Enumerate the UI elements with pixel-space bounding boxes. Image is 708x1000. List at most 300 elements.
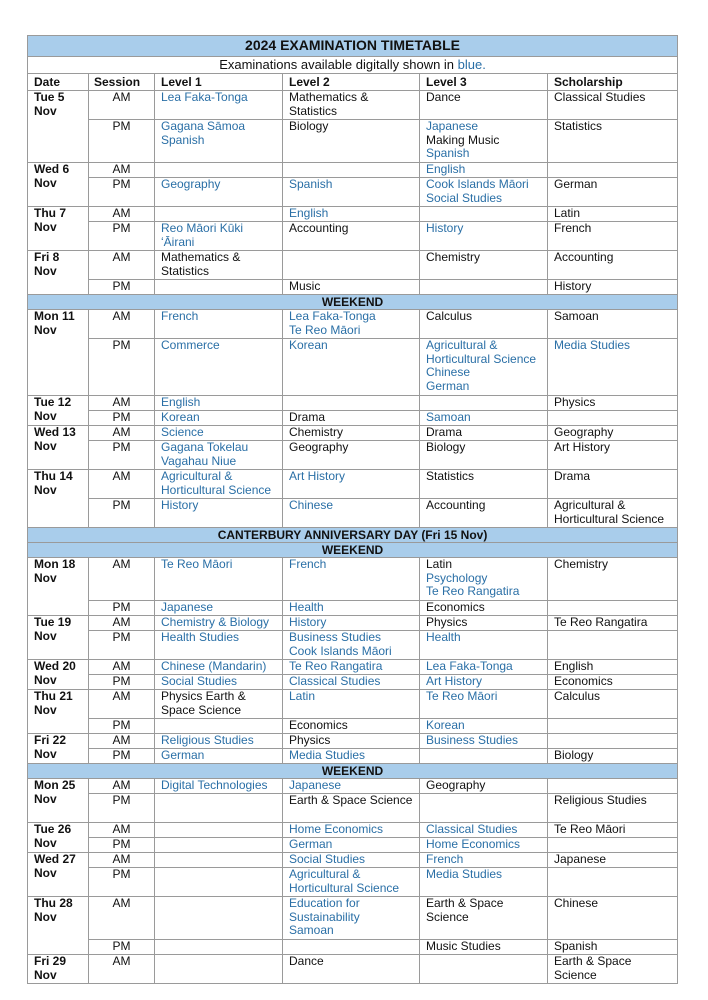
date-cell: Thu 21 Nov xyxy=(28,690,89,734)
scholarship-cell xyxy=(548,675,678,690)
level-3-cell xyxy=(420,163,548,178)
table-row xyxy=(28,823,678,838)
scholarship-cell xyxy=(548,310,678,339)
level-1-cell xyxy=(155,558,283,601)
table-row xyxy=(28,631,678,660)
subject-digital: Classical Studies xyxy=(289,674,381,688)
title-row xyxy=(28,36,678,57)
subject: Agricultural & Horticultural Science xyxy=(554,498,665,526)
subject: Biology xyxy=(554,748,594,762)
table-row xyxy=(28,558,678,601)
subject: German xyxy=(554,177,598,191)
subject-digital: Media Studies xyxy=(426,867,503,881)
date-cell: Mon 25 Nov xyxy=(28,779,89,823)
date-cell: Fri 8 Nov xyxy=(28,251,89,295)
level-1-cell xyxy=(155,411,283,426)
session-cell: PM xyxy=(89,120,155,163)
subject-digital: Digital Technologies xyxy=(161,778,268,792)
subject-digital: Chinese xyxy=(426,365,471,380)
session-cell: AM xyxy=(89,779,155,794)
table-row xyxy=(28,411,678,426)
session-cell: PM xyxy=(89,838,155,853)
level-3-cell xyxy=(420,868,548,897)
subject: Physics Earth & Space Science xyxy=(161,689,246,717)
subject: History xyxy=(554,279,592,293)
level-3-cell xyxy=(420,251,548,280)
date-cell: Tue 5 Nov xyxy=(28,91,89,163)
level-2-cell xyxy=(283,853,420,868)
subject: Drama xyxy=(289,410,326,424)
level-1-cell xyxy=(155,734,283,749)
header-level-3: Level 3 xyxy=(420,74,548,91)
level-3-cell xyxy=(420,310,548,339)
scholarship-cell xyxy=(548,91,678,120)
subject: Earth & Space Science xyxy=(289,793,413,807)
level-3-cell xyxy=(420,280,548,295)
table-row xyxy=(28,178,678,207)
subject-digital: French xyxy=(426,852,464,866)
scholarship-cell xyxy=(548,470,678,499)
session-cell: PM xyxy=(89,222,155,251)
table-row xyxy=(28,779,678,794)
level-1-cell xyxy=(155,779,283,794)
timetable-title: 2024 EXAMINATION TIMETABLE xyxy=(28,36,678,57)
subject: Geography xyxy=(554,425,614,439)
level-1-cell xyxy=(155,207,283,222)
level-3-cell xyxy=(420,470,548,499)
table-row xyxy=(28,251,678,280)
subject-digital: Social Studies xyxy=(161,674,238,688)
scholarship-cell xyxy=(548,426,678,441)
session-cell: PM xyxy=(89,719,155,734)
subject-digital: Art History xyxy=(426,674,483,688)
scholarship-cell xyxy=(548,734,678,749)
level-3-cell xyxy=(420,631,548,660)
level-2-cell xyxy=(283,823,420,838)
level-1-cell xyxy=(155,91,283,120)
session-cell: AM xyxy=(89,690,155,719)
subject: Accounting xyxy=(426,498,486,512)
subject-digital: Chemistry & Biology xyxy=(161,615,270,629)
subject-digital: German xyxy=(161,748,205,762)
subject-digital: Health xyxy=(289,600,324,614)
subject-digital: Japanese xyxy=(161,600,214,614)
band-label: WEEKEND xyxy=(28,764,678,779)
subject-digital: Vagahau Niue xyxy=(161,453,237,468)
level-2-cell xyxy=(283,601,420,616)
level-2-cell xyxy=(283,310,420,339)
band-row xyxy=(28,528,678,543)
date-cell: Tue 12 Nov xyxy=(28,396,89,426)
band-row xyxy=(28,764,678,779)
subject: Dance xyxy=(289,954,324,968)
table-row xyxy=(28,470,678,499)
table-row xyxy=(28,616,678,631)
date-cell: Wed 20 Nov xyxy=(28,660,89,690)
level-3-cell xyxy=(420,690,548,719)
scholarship-cell xyxy=(548,178,678,207)
table-row xyxy=(28,749,678,764)
subject-digital: Health Studies xyxy=(161,630,240,644)
date-cell: Mon 18 Nov xyxy=(28,558,89,616)
date-cell: Mon 11 Nov xyxy=(28,310,89,396)
subject-digital: Home Economics xyxy=(426,837,521,851)
subject-digital: English xyxy=(426,162,466,176)
subject: Geography xyxy=(426,778,486,792)
subject-digital: English xyxy=(289,206,329,220)
subject-digital: French xyxy=(161,309,199,323)
subject-digital: Te Reo Māori xyxy=(289,322,361,337)
subject-digital: Lea Faka-Tonga xyxy=(161,90,248,104)
subject: Statistics xyxy=(554,119,603,133)
level-1-cell xyxy=(155,310,283,339)
subject: Religious Studies xyxy=(554,793,647,807)
subject-digital: Gagana Tokelau xyxy=(161,440,249,454)
session-cell: AM xyxy=(89,558,155,601)
subject: Statistics xyxy=(426,469,475,483)
table-row xyxy=(28,734,678,749)
level-2-cell xyxy=(283,734,420,749)
subject-digital: Latin xyxy=(289,689,316,703)
table-row xyxy=(28,120,678,163)
header-session: Session xyxy=(89,74,155,91)
scholarship-cell xyxy=(548,339,678,396)
subject-digital: Spanish xyxy=(426,146,470,161)
subject-digital: Classical Studies xyxy=(426,822,518,836)
table-row xyxy=(28,339,678,396)
level-3-cell xyxy=(420,616,548,631)
subject-digital: Religious Studies xyxy=(161,733,254,747)
table-row xyxy=(28,940,678,955)
level-2-cell xyxy=(283,690,420,719)
date-cell: Fri 29 Nov xyxy=(28,955,89,984)
level-2-cell xyxy=(283,868,420,897)
subject-digital: Health xyxy=(426,630,461,644)
date-cell: Fri 22 Nov xyxy=(28,734,89,764)
band-row xyxy=(28,543,678,558)
subject-digital: Media Studies xyxy=(289,748,366,762)
band-label: CANTERBURY ANNIVERSARY DAY (Fri 15 Nov) xyxy=(28,528,678,543)
session-cell: AM xyxy=(89,207,155,222)
level-3-cell xyxy=(420,779,548,794)
level-3-cell xyxy=(420,823,548,838)
date-cell: Wed 13 Nov xyxy=(28,426,89,470)
subject-digital: Art History xyxy=(289,469,346,483)
subject-digital: Spanish xyxy=(161,132,205,147)
subject: Chinese xyxy=(554,896,599,910)
subject-digital: German xyxy=(426,378,470,393)
level-3-cell xyxy=(420,426,548,441)
level-3-cell xyxy=(420,719,548,734)
level-3-cell xyxy=(420,794,548,823)
level-3-cell xyxy=(420,499,548,528)
level-3-cell xyxy=(420,749,548,764)
subject-digital: Commerce xyxy=(161,338,220,352)
header-scholarship: Scholarship xyxy=(548,74,678,91)
subject: Calculus xyxy=(426,309,473,323)
table-row xyxy=(28,222,678,251)
subject: Mathematics & Statistics xyxy=(161,250,241,278)
level-2-cell xyxy=(283,675,420,690)
scholarship-cell xyxy=(548,719,678,734)
level-2-cell xyxy=(283,178,420,207)
session-cell: PM xyxy=(89,339,155,396)
subject: English xyxy=(554,659,594,673)
session-cell: AM xyxy=(89,91,155,120)
level-2-cell xyxy=(283,207,420,222)
session-cell: PM xyxy=(89,749,155,764)
subject-digital: Te Reo Māori xyxy=(426,689,498,703)
level-1-cell xyxy=(155,601,283,616)
session-cell: AM xyxy=(89,251,155,280)
level-2-cell xyxy=(283,616,420,631)
level-1-cell xyxy=(155,120,283,163)
session-cell: PM xyxy=(89,280,155,295)
session-cell: AM xyxy=(89,163,155,178)
subject-digital: History xyxy=(426,221,464,235)
level-1-cell xyxy=(155,396,283,411)
subject-digital: Te Reo Rangatira xyxy=(426,584,520,599)
subject: Economics xyxy=(426,600,485,614)
subject: Earth & Space Science xyxy=(426,896,504,924)
scholarship-cell xyxy=(548,616,678,631)
table-row xyxy=(28,794,678,823)
subject-digital: Business Studies xyxy=(289,630,382,644)
table-row xyxy=(28,719,678,734)
level-2-cell xyxy=(283,426,420,441)
subtitle xyxy=(28,57,678,74)
subject-digital: Reo Māori Kūki ʻĀirani xyxy=(161,221,244,249)
subject: Mathematics & Statistics xyxy=(289,90,369,118)
subject-digital: Psychology xyxy=(426,570,488,585)
level-1-cell xyxy=(155,222,283,251)
level-1-cell xyxy=(155,163,283,178)
table-row xyxy=(28,426,678,441)
subject: Art History xyxy=(554,440,611,454)
subject: Music Studies xyxy=(426,939,501,953)
subject-digital: Agricultural & Horticultural Science xyxy=(161,469,272,497)
session-cell: AM xyxy=(89,660,155,675)
subject: Latin xyxy=(426,557,453,571)
scholarship-cell xyxy=(548,222,678,251)
level-3-cell xyxy=(420,940,548,955)
date-cell: Tue 19 Nov xyxy=(28,616,89,660)
session-cell: PM xyxy=(89,441,155,470)
level-2-cell xyxy=(283,441,420,470)
scholarship-cell xyxy=(548,794,678,823)
level-3-cell xyxy=(420,558,548,601)
level-1-cell xyxy=(155,794,283,823)
header-row xyxy=(28,74,678,91)
level-2-cell xyxy=(283,499,420,528)
subject-digital: Agricultural & Horticultural Science xyxy=(426,338,537,366)
subject-digital: Education for Sustainability xyxy=(289,896,360,924)
level-3-cell xyxy=(420,897,548,940)
table-row xyxy=(28,601,678,616)
subject-digital: Gagana Sāmoa xyxy=(161,119,246,133)
band-label: WEEKEND xyxy=(28,295,678,310)
subject: Making Music xyxy=(426,132,500,147)
subject: Chemistry xyxy=(426,250,481,264)
level-2-cell xyxy=(283,660,420,675)
level-2-cell xyxy=(283,396,420,411)
table-row xyxy=(28,441,678,470)
subject: Chemistry xyxy=(289,425,344,439)
subject: Chemistry xyxy=(554,557,609,571)
session-cell: PM xyxy=(89,675,155,690)
session-cell: PM xyxy=(89,601,155,616)
subject-digital: Media Studies xyxy=(554,338,631,352)
date-cell: Wed 6 Nov xyxy=(28,163,89,207)
level-1-cell xyxy=(155,823,283,838)
subject-digital: Cook Islands Māori xyxy=(289,643,392,658)
session-cell: PM xyxy=(89,631,155,660)
level-3-cell xyxy=(420,660,548,675)
subject: Te Reo Rangatira xyxy=(554,615,648,629)
level-1-cell xyxy=(155,631,283,660)
subject-digital: Japanese xyxy=(426,119,479,133)
subtitle-blue-text: blue. xyxy=(457,57,486,72)
level-1-cell xyxy=(155,499,283,528)
level-3-cell xyxy=(420,222,548,251)
level-3-cell xyxy=(420,411,548,426)
table-row xyxy=(28,499,678,528)
level-2-cell xyxy=(283,470,420,499)
subject: Drama xyxy=(426,425,463,439)
session-cell: PM xyxy=(89,794,155,823)
level-2-cell xyxy=(283,120,420,163)
level-1-cell xyxy=(155,838,283,853)
subject-digital: Korean xyxy=(161,410,200,424)
session-cell: PM xyxy=(89,411,155,426)
subject: Economics xyxy=(554,674,613,688)
level-3-cell xyxy=(420,396,548,411)
level-2-cell xyxy=(283,339,420,396)
level-1-cell xyxy=(155,868,283,897)
subject-digital: Lea Faka-Tonga xyxy=(289,309,376,323)
scholarship-cell xyxy=(548,441,678,470)
level-1-cell xyxy=(155,690,283,719)
date-cell: Wed 27 Nov xyxy=(28,853,89,897)
session-cell: PM xyxy=(89,940,155,955)
level-1-cell xyxy=(155,616,283,631)
scholarship-cell xyxy=(548,897,678,940)
session-cell: AM xyxy=(89,823,155,838)
scholarship-cell xyxy=(548,749,678,764)
timetable-page xyxy=(27,35,677,984)
table-row xyxy=(28,396,678,411)
subject-digital: Japanese xyxy=(289,778,342,792)
session-cell: PM xyxy=(89,499,155,528)
subject: Calculus xyxy=(554,689,601,703)
session-cell: PM xyxy=(89,868,155,897)
level-2-cell xyxy=(283,779,420,794)
subject-digital: Social Studies xyxy=(426,190,503,205)
subject-digital: Agricultural & Horticultural Science xyxy=(289,867,400,895)
subject-digital: Business Studies xyxy=(426,733,519,747)
session-cell: AM xyxy=(89,734,155,749)
date-cell: Thu 14 Nov xyxy=(28,470,89,528)
level-1-cell xyxy=(155,897,283,940)
subject-digital: Cook Islands Māori xyxy=(426,177,529,191)
level-3-cell xyxy=(420,853,548,868)
scholarship-cell xyxy=(548,163,678,178)
subtitle-text: Examinations available digitally shown in xyxy=(219,57,458,72)
scholarship-cell xyxy=(548,955,678,984)
subject: Samoan xyxy=(554,309,599,323)
level-3-cell xyxy=(420,339,548,396)
level-2-cell xyxy=(283,719,420,734)
subject-digital: Samoan xyxy=(426,410,471,424)
scholarship-cell xyxy=(548,411,678,426)
level-1-cell xyxy=(155,853,283,868)
subject-digital: Samoan xyxy=(289,923,334,938)
level-2-cell xyxy=(283,222,420,251)
subtitle-row xyxy=(28,57,678,74)
level-1-cell xyxy=(155,280,283,295)
subject-digital: Social Studies xyxy=(289,852,366,866)
subject: Biology xyxy=(426,440,466,454)
level-3-cell xyxy=(420,838,548,853)
level-2-cell xyxy=(283,558,420,601)
level-2-cell xyxy=(283,631,420,660)
subject: Accounting xyxy=(289,221,349,235)
subject: Classical Studies xyxy=(554,90,646,104)
header-level-2: Level 2 xyxy=(283,74,420,91)
level-2-cell xyxy=(283,251,420,280)
subject: Earth & Space Science xyxy=(554,954,632,982)
table-row xyxy=(28,955,678,984)
level-3-cell xyxy=(420,734,548,749)
scholarship-cell xyxy=(548,396,678,411)
scholarship-cell xyxy=(548,631,678,660)
session-cell: AM xyxy=(89,616,155,631)
level-3-cell xyxy=(420,955,548,984)
session-cell: AM xyxy=(89,897,155,940)
level-1-cell xyxy=(155,955,283,984)
level-2-cell xyxy=(283,280,420,295)
table-row xyxy=(28,690,678,719)
level-1-cell xyxy=(155,940,283,955)
scholarship-cell xyxy=(548,660,678,675)
level-2-cell xyxy=(283,940,420,955)
subject: Physics xyxy=(289,733,331,747)
subject-digital: French xyxy=(289,557,327,571)
level-1-cell xyxy=(155,675,283,690)
scholarship-cell xyxy=(548,823,678,838)
subject-digital: English xyxy=(161,395,201,409)
subject-digital: History xyxy=(289,615,327,629)
scholarship-cell xyxy=(548,690,678,719)
scholarship-cell xyxy=(548,120,678,163)
level-3-cell xyxy=(420,120,548,163)
level-1-cell xyxy=(155,339,283,396)
table-row xyxy=(28,163,678,178)
header-level-1: Level 1 xyxy=(155,74,283,91)
level-2-cell xyxy=(283,838,420,853)
subject-digital: Lea Faka-Tonga xyxy=(426,659,513,673)
scholarship-cell xyxy=(548,499,678,528)
table-row xyxy=(28,280,678,295)
subject-digital: Spanish xyxy=(289,177,333,191)
subject: Te Reo Māori xyxy=(554,822,626,836)
level-1-cell xyxy=(155,660,283,675)
subject: Japanese xyxy=(554,852,607,866)
level-1-cell xyxy=(155,178,283,207)
subject-digital: Geography xyxy=(161,177,221,191)
scholarship-cell xyxy=(548,601,678,616)
date-cell: Thu 28 Nov xyxy=(28,897,89,955)
